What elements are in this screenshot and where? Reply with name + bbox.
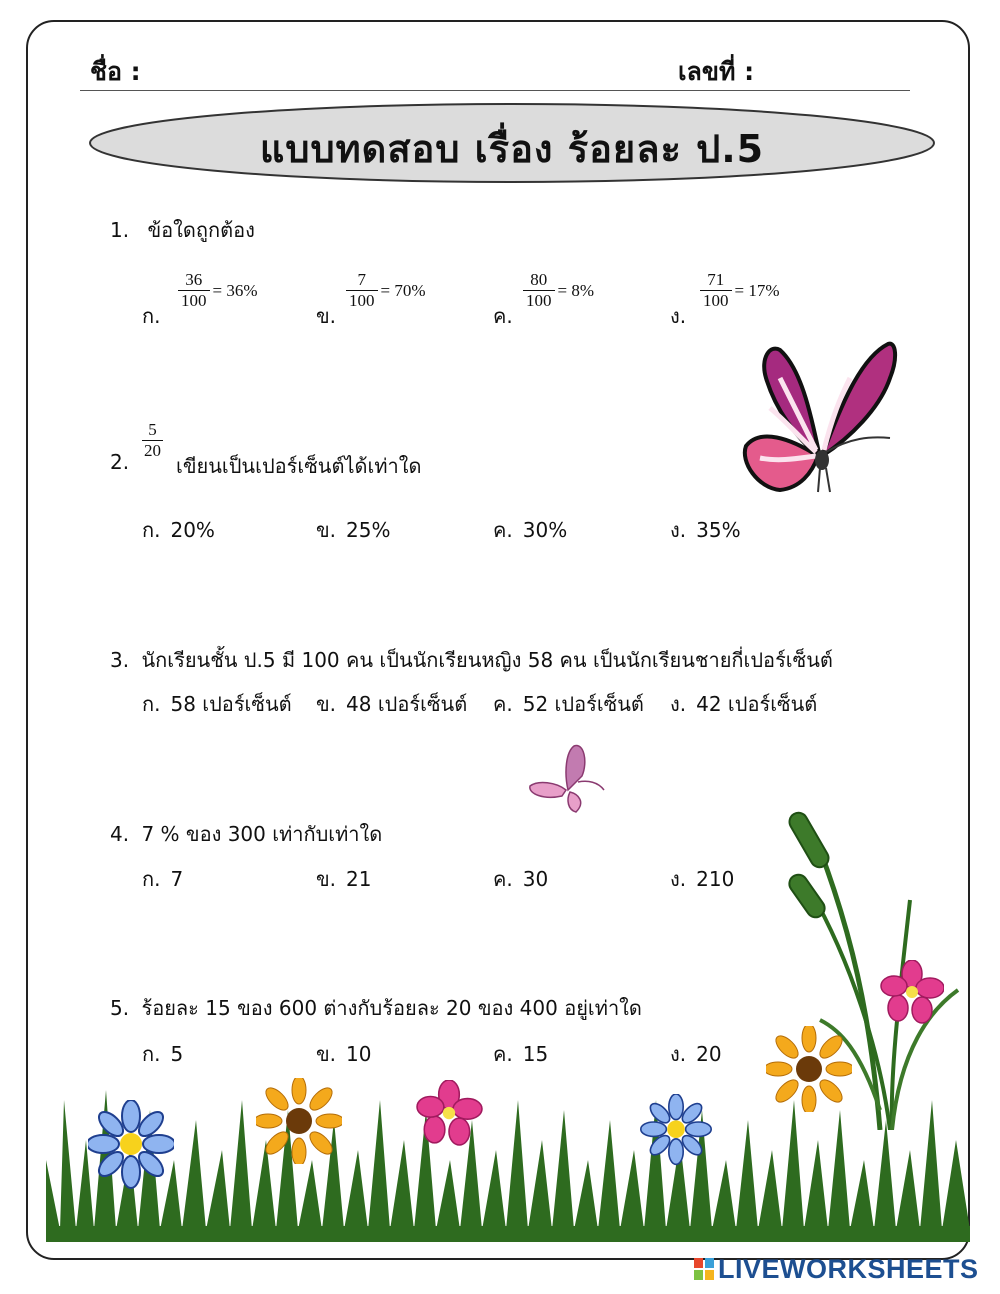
option-label: ก. xyxy=(142,692,161,716)
option-label: ง. xyxy=(670,867,687,891)
q1-option-a-label: ก. xyxy=(142,304,161,328)
option-value: 58 เปอร์เซ็นต์ xyxy=(170,692,292,716)
option-label: ค. xyxy=(493,1042,513,1066)
liveworksheets-logo-icon xyxy=(694,1258,714,1280)
question-text: ข้อใดถูกต้อง xyxy=(147,218,255,242)
option-label: ก. xyxy=(142,1042,161,1066)
option-value: 30 xyxy=(522,867,549,891)
option-label: ค. xyxy=(493,518,513,542)
q2-fraction xyxy=(142,420,163,461)
q4-option-a[interactable] xyxy=(142,863,183,895)
option-value: 52 เปอร์เซ็นต์ xyxy=(522,692,644,716)
option-label: ค. xyxy=(493,867,513,891)
option-label: ข. xyxy=(316,1042,337,1066)
fraction-denominator: 20 xyxy=(144,441,161,460)
question-number: 3. xyxy=(110,648,130,672)
fraction-denominator: 100 xyxy=(703,291,729,310)
fraction-denominator: 100 xyxy=(349,291,375,310)
q2-option-b[interactable] xyxy=(316,514,390,546)
blue-flower-icon xyxy=(88,1100,174,1190)
question-3 xyxy=(110,644,833,676)
name-label: ชื่อ : xyxy=(90,57,141,86)
fraction-denominator: 100 xyxy=(526,291,552,310)
q3-option-a[interactable] xyxy=(142,688,292,720)
q1-option-c[interactable] xyxy=(523,270,594,311)
option-label: ก. xyxy=(142,867,161,891)
fraction-result: = 70% xyxy=(380,280,426,300)
q1-option-c-label: ค. xyxy=(493,304,513,328)
option-value: 42 เปอร์เซ็นต์ xyxy=(696,692,818,716)
fraction-result: = 36% xyxy=(212,280,258,300)
fraction-numerator: 7 xyxy=(346,270,378,291)
option-label: ข. xyxy=(316,518,337,542)
blue-flower-icon xyxy=(640,1094,712,1166)
fraction-numerator: 71 xyxy=(700,270,732,291)
question-text: 7 % ของ 300 เท่ากับเท่าใด xyxy=(141,822,383,846)
fraction-numerator: 36 xyxy=(178,270,210,291)
option-label: ก. xyxy=(142,518,161,542)
yellow-flower-icon xyxy=(256,1078,342,1164)
q5-option-b[interactable] xyxy=(316,1038,371,1070)
option-value: 210 xyxy=(696,867,735,891)
q5-option-d[interactable] xyxy=(670,1038,722,1070)
option-label: ง. xyxy=(670,518,687,542)
q2-option-d[interactable] xyxy=(670,514,741,546)
option-value: 48 เปอร์เซ็นต์ xyxy=(346,692,468,716)
question-number: 4. xyxy=(110,822,130,846)
q4-option-d[interactable] xyxy=(670,863,734,895)
option-value: 35% xyxy=(696,518,741,542)
q2-option-c[interactable] xyxy=(493,514,567,546)
question-number: 5. xyxy=(110,996,130,1020)
option-label: ง. xyxy=(670,692,687,716)
q4-option-c[interactable] xyxy=(493,863,548,895)
fraction-numerator: 80 xyxy=(523,270,555,291)
number-label: เลขที่ : xyxy=(678,57,755,86)
option-label: ง. xyxy=(670,1042,687,1066)
option-value: 20% xyxy=(170,518,215,542)
q2-option-a[interactable] xyxy=(142,514,215,546)
option-label: ข. xyxy=(316,692,337,716)
q1-option-b[interactable] xyxy=(346,270,426,311)
pink-flower-icon xyxy=(414,1080,484,1146)
q5-option-a[interactable] xyxy=(142,1038,183,1070)
option-value: 30% xyxy=(522,518,568,542)
q3-option-d[interactable] xyxy=(670,688,817,720)
q3-option-b[interactable] xyxy=(316,688,467,720)
butterfly-large-icon xyxy=(740,338,900,498)
question-number: 1. xyxy=(110,218,130,242)
question-1 xyxy=(110,214,255,246)
q1-option-b-label: ข. xyxy=(316,304,337,328)
option-value: 21 xyxy=(346,867,372,891)
pink-flower-icon xyxy=(880,960,944,1024)
q2-text: เขียนเป็นเปอร์เซ็นต์ได้เท่าใด xyxy=(176,454,422,478)
fraction-denominator: 100 xyxy=(181,291,207,310)
q5-option-c[interactable] xyxy=(493,1038,548,1070)
option-value: 5 xyxy=(170,1042,184,1066)
header-underline xyxy=(80,90,910,91)
option-value: 7 xyxy=(170,867,184,891)
option-label: ค. xyxy=(493,692,513,716)
q2-number: 2. xyxy=(110,450,130,474)
butterfly-small-icon xyxy=(528,742,606,818)
option-value: 10 xyxy=(346,1042,372,1066)
q1-option-a[interactable] xyxy=(178,270,258,311)
question-text: นักเรียนชั้น ป.5 มี 100 คน เป็นนักเรียนหญิง 58 คน เป็นนักเรียนชายกี่เปอร์เซ็นต์ xyxy=(141,648,833,672)
page-title: แบบทดสอบ เรื่อง ร้อยละ ป.5 xyxy=(259,127,765,171)
option-value: 25% xyxy=(346,518,391,542)
question-4 xyxy=(110,818,382,850)
fraction-result: = 17% xyxy=(734,280,780,300)
option-value: 20 xyxy=(696,1042,722,1066)
question-text: ร้อยละ 15 ของ 600 ต่างกับร้อยละ 20 ของ 400 อยู่เท่าใด xyxy=(141,996,642,1020)
option-label: ข. xyxy=(316,867,337,891)
fraction-result: = 8% xyxy=(557,280,594,300)
option-value: 15 xyxy=(522,1042,549,1066)
fraction-numerator: 5 xyxy=(142,420,163,441)
q3-option-c[interactable] xyxy=(493,688,644,720)
q1-option-d-label: ง. xyxy=(670,304,687,328)
liveworksheets-brand: LIVEWORKSHEETS xyxy=(718,1254,979,1284)
grass-strip-icon xyxy=(46,1080,970,1242)
q1-option-d[interactable] xyxy=(700,270,780,311)
q4-option-b[interactable] xyxy=(316,863,371,895)
question-5 xyxy=(110,992,642,1024)
